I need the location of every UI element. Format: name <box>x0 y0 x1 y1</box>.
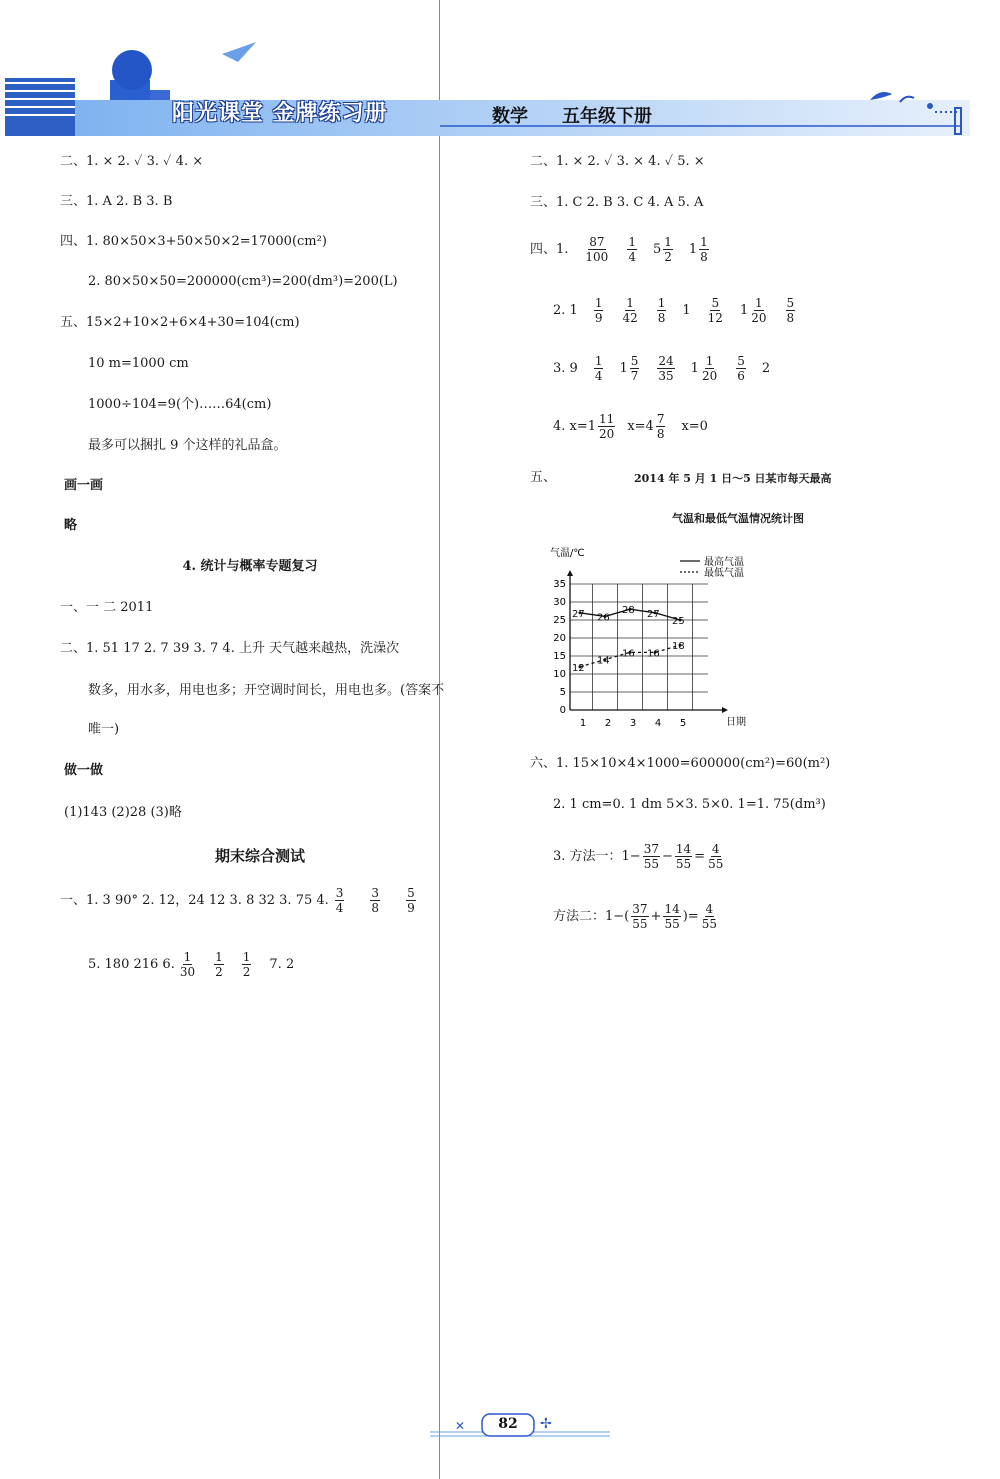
answer-text: 4. x=1 <box>553 418 597 434</box>
fraction <box>675 842 692 871</box>
numerator: 1 <box>755 296 763 310</box>
svg-text:✕: ✕ <box>455 1419 466 1433</box>
data-label: 26 <box>597 612 610 624</box>
whole-part: 1 <box>739 302 749 318</box>
mixed-number <box>734 354 748 383</box>
fraction <box>663 235 673 264</box>
fraction <box>707 842 724 871</box>
whole-part: 1 <box>619 360 628 376</box>
mixed-number <box>625 235 639 264</box>
mixed-number <box>592 296 606 325</box>
fraction <box>736 354 746 383</box>
fraction <box>214 950 224 979</box>
legend-label: 最低气温 <box>704 568 744 579</box>
answer-line: 唯一) <box>88 722 120 737</box>
answer-line: 10 m=1000 cm <box>88 356 189 371</box>
denominator: 55 <box>664 917 680 931</box>
denominator: 4 <box>628 250 636 264</box>
x-tick-label: 2 <box>604 718 612 729</box>
numerator: 1 <box>183 950 192 964</box>
denominator: 8 <box>371 901 380 915</box>
y-tick-label: 15 <box>553 651 566 662</box>
numerator: 1 <box>215 950 223 964</box>
y-tick-label: 35 <box>553 579 566 590</box>
answer-text: 5. 180 216 6. <box>88 956 175 972</box>
whole-part: 5 <box>652 241 662 257</box>
y-axis-arrow <box>567 570 573 576</box>
answer-prefix: 五、 <box>530 470 557 485</box>
numerator: 1 <box>705 354 714 368</box>
answer-text: 3. 方法一：1− <box>553 848 641 864</box>
numerator: 87 <box>589 235 605 249</box>
data-label: 27 <box>647 608 660 620</box>
answer-line <box>553 354 770 383</box>
fraction <box>701 354 718 383</box>
answer-line <box>530 235 711 264</box>
mixed-number <box>705 296 726 325</box>
denominator: 6 <box>737 369 745 383</box>
numerator: 3 <box>335 886 344 900</box>
answer-line <box>553 296 797 325</box>
x-tick-label: 1 <box>579 718 587 729</box>
denominator: 2 <box>242 965 251 979</box>
whole-part: 1 <box>688 241 698 257</box>
denominator: 9 <box>407 901 415 915</box>
data-label: 25 <box>672 616 685 627</box>
exam-title: 期末综合测试 <box>214 847 305 865</box>
denominator: 9 <box>594 311 603 325</box>
x-tick-label: 4 <box>654 718 662 729</box>
answer-line: 二、1. × 2. ✓ 3. ✓ 4. × <box>60 154 204 169</box>
answer-text: 3. 9 <box>553 360 578 376</box>
numerator: 1 <box>626 296 634 310</box>
column-divider <box>439 0 440 1479</box>
mixed-number <box>653 235 675 264</box>
data-label: 14 <box>597 655 610 667</box>
answer-line: 最多可以捆扎 9 个这样的礼品盒。 <box>88 438 287 453</box>
denominator: 4 <box>335 901 344 915</box>
denominator: 35 <box>658 369 674 383</box>
fraction <box>598 412 615 441</box>
answer-line: 数多，用水多，用电也多；开空调时间长，用电也多。(答案不 <box>88 683 445 698</box>
data-label: 16 <box>647 648 660 660</box>
section-title: 4. 统计与概率专题复习 <box>182 559 318 574</box>
page-footer <box>430 1410 610 1440</box>
numerator: 37 <box>632 902 648 916</box>
fraction <box>621 296 638 325</box>
temperature-chart <box>540 538 770 738</box>
answer-line: (1)143 (2)28 (3)略 <box>64 805 182 820</box>
numerator: 1 <box>242 950 251 964</box>
fraction <box>179 950 196 979</box>
fraction <box>242 950 252 979</box>
answer-line: 一、一 二 2011 <box>60 600 154 615</box>
fraction <box>335 886 345 915</box>
numerator: 1 <box>594 354 603 368</box>
denominator: 100 <box>585 250 609 264</box>
svg-text:✢: ✢ <box>540 1416 552 1432</box>
data-label: 28 <box>622 605 635 617</box>
fraction <box>657 354 674 383</box>
mixed-number <box>740 296 770 325</box>
mixed-number <box>619 296 640 325</box>
answer-line: 四、1. 80×50×3+50×50×2=17000(cm²) <box>60 234 327 249</box>
numerator: 1 <box>628 235 636 249</box>
numerator: 5 <box>630 354 639 368</box>
mixed-number <box>582 235 611 264</box>
integer: 2 <box>761 360 771 376</box>
answer-line: 2. 80×50×50=200000(cm³)=200(dm³)=200(L) <box>88 274 398 289</box>
chart-title-line2: 气温和最低气温情况统计图 <box>672 512 804 525</box>
denominator: 55 <box>675 857 692 871</box>
fraction <box>584 235 609 264</box>
subject-label: 数学 <box>492 106 528 127</box>
mixed-number <box>691 354 721 383</box>
answer-line <box>88 950 294 979</box>
minus-sign: − <box>661 848 673 864</box>
denominator: 55 <box>708 857 724 871</box>
answer-line: 六、1. 15×10×4×1000=600000(cm²)=60(m²) <box>530 756 831 771</box>
equals-sign: = <box>694 848 706 864</box>
y-tick-label: 25 <box>553 615 566 626</box>
integer: 1 <box>682 302 691 318</box>
mixed-number <box>689 235 711 264</box>
plus-sign: + <box>650 908 662 924</box>
answer-line <box>553 902 720 931</box>
y-tick-label: 10 <box>553 669 566 680</box>
y-axis-label: 气温/℃ <box>550 548 585 559</box>
denominator: 20 <box>701 369 718 383</box>
denominator: 42 <box>622 311 638 325</box>
numerator: 14 <box>675 842 692 856</box>
denominator: 8 <box>786 311 795 325</box>
x-tick-label: 5 <box>679 718 687 729</box>
denominator: 55 <box>632 917 648 931</box>
data-label: 18 <box>672 641 685 653</box>
mixed-number <box>784 296 798 325</box>
answer-text: x=4 <box>627 418 654 434</box>
numerator: 37 <box>643 842 659 856</box>
x-tick-label: 3 <box>629 718 637 729</box>
mixed-number <box>682 303 690 319</box>
answer-line: 三、1. A 2. B 3. B <box>60 194 173 209</box>
data-label: 12 <box>572 662 585 674</box>
mixed-number <box>655 354 676 383</box>
fraction <box>699 235 709 264</box>
numerator: 5 <box>786 296 795 310</box>
answer-text: 四、1. <box>530 241 569 257</box>
fraction <box>594 296 604 325</box>
answer-line <box>553 842 726 871</box>
numerator: 24 <box>658 354 674 368</box>
answer-line <box>60 886 418 915</box>
numerator: 4 <box>711 842 720 856</box>
denominator: 8 <box>656 427 665 441</box>
data-label: 27 <box>572 608 585 620</box>
numerator: 11 <box>599 412 615 426</box>
fraction <box>786 296 796 325</box>
grade-label: 五年级下册 <box>562 106 652 127</box>
fraction <box>594 354 604 383</box>
answer-line <box>553 412 708 441</box>
numerator: 1 <box>700 235 708 249</box>
fraction <box>656 412 666 441</box>
fraction <box>701 902 718 931</box>
fraction <box>627 235 637 264</box>
numerator: 1 <box>664 235 672 249</box>
page-number: 82 <box>498 1416 518 1432</box>
subheading: 画一画 <box>64 478 104 493</box>
fraction <box>370 886 380 915</box>
numerator: 5 <box>407 886 415 900</box>
y-tick-label: 0 <box>559 705 566 716</box>
denominator: 12 <box>707 311 723 325</box>
mixed-number <box>762 361 770 377</box>
whole-part: 1 <box>690 360 699 376</box>
data-label: 16 <box>622 648 635 660</box>
numerator: 5 <box>737 354 745 368</box>
answer-text: 一、1. 3 90° 2. 12，24 12 3. 8 32 3. 75 4. <box>60 892 329 908</box>
close-paren: )= <box>682 908 699 924</box>
answer-text: x=0 <box>681 418 708 434</box>
subheading: 做一做 <box>64 763 104 778</box>
numerator: 3 <box>371 886 380 900</box>
denominator: 8 <box>700 250 708 264</box>
x-axis-arrow <box>722 707 728 713</box>
numerator: 5 <box>711 296 720 310</box>
answer-line: 二、1. × 2. ✓ 3. × 4. ✓ 5. × <box>530 154 705 169</box>
numerator: 4 <box>705 902 714 916</box>
y-tick-label: 5 <box>559 687 566 698</box>
answer-text: 2. 1 <box>553 302 578 318</box>
numerator: 1 <box>657 296 666 310</box>
mixed-number <box>619 354 641 383</box>
answer-line: 三、1. C 2. B 3. C 4. A 5. A <box>530 195 704 210</box>
fraction <box>750 296 767 325</box>
denominator: 2 <box>215 965 223 979</box>
denominator: 8 <box>657 311 666 325</box>
numerator: 1 <box>594 296 603 310</box>
fraction <box>657 296 667 325</box>
x-axis-label: 日期 <box>726 717 746 728</box>
denominator: 7 <box>630 369 639 383</box>
denominator: 4 <box>594 369 603 383</box>
series-title: 阳光课堂 金牌练习册 <box>172 101 388 126</box>
answer-text: 7. 2 <box>269 956 295 972</box>
answer-line: 二、1. 51 17 2. 7 39 3. 7 4. 上升 天气越来越热，洗澡次 <box>60 641 400 656</box>
numerator: 7 <box>656 412 665 426</box>
mixed-number <box>592 354 606 383</box>
chart-title-line1: 2014 年 5 月 1 日～5 日某市每天最高 <box>634 472 832 485</box>
answer-line: 2. 1 cm=0. 1 dm 5×3. 5×0. 1=1. 75(dm³) <box>553 797 826 812</box>
answer-line: 1000÷104=9(个)……64(cm) <box>88 397 272 412</box>
denominator: 30 <box>179 965 196 979</box>
numerator: 14 <box>664 902 680 916</box>
fraction <box>707 296 724 325</box>
fraction <box>631 902 648 931</box>
fraction <box>663 902 680 931</box>
fraction <box>630 354 640 383</box>
denominator: 20 <box>599 427 615 441</box>
denominator: 55 <box>701 917 717 931</box>
fraction <box>406 886 416 915</box>
answer-line: 略 <box>64 518 78 533</box>
answer-line: 五、15×2+10×2+6×4+30=104(cm) <box>60 315 300 330</box>
answer-text: 方法二：1−( <box>553 908 630 924</box>
denominator: 2 <box>664 250 672 264</box>
denominator: 20 <box>751 311 767 325</box>
mixed-number <box>655 296 669 325</box>
y-tick-label: 30 <box>553 597 566 608</box>
denominator: 55 <box>643 857 659 871</box>
page-header <box>0 40 1000 140</box>
fraction <box>643 842 660 871</box>
legend-label: 最高气温 <box>704 557 744 568</box>
y-tick-label: 20 <box>553 633 566 644</box>
